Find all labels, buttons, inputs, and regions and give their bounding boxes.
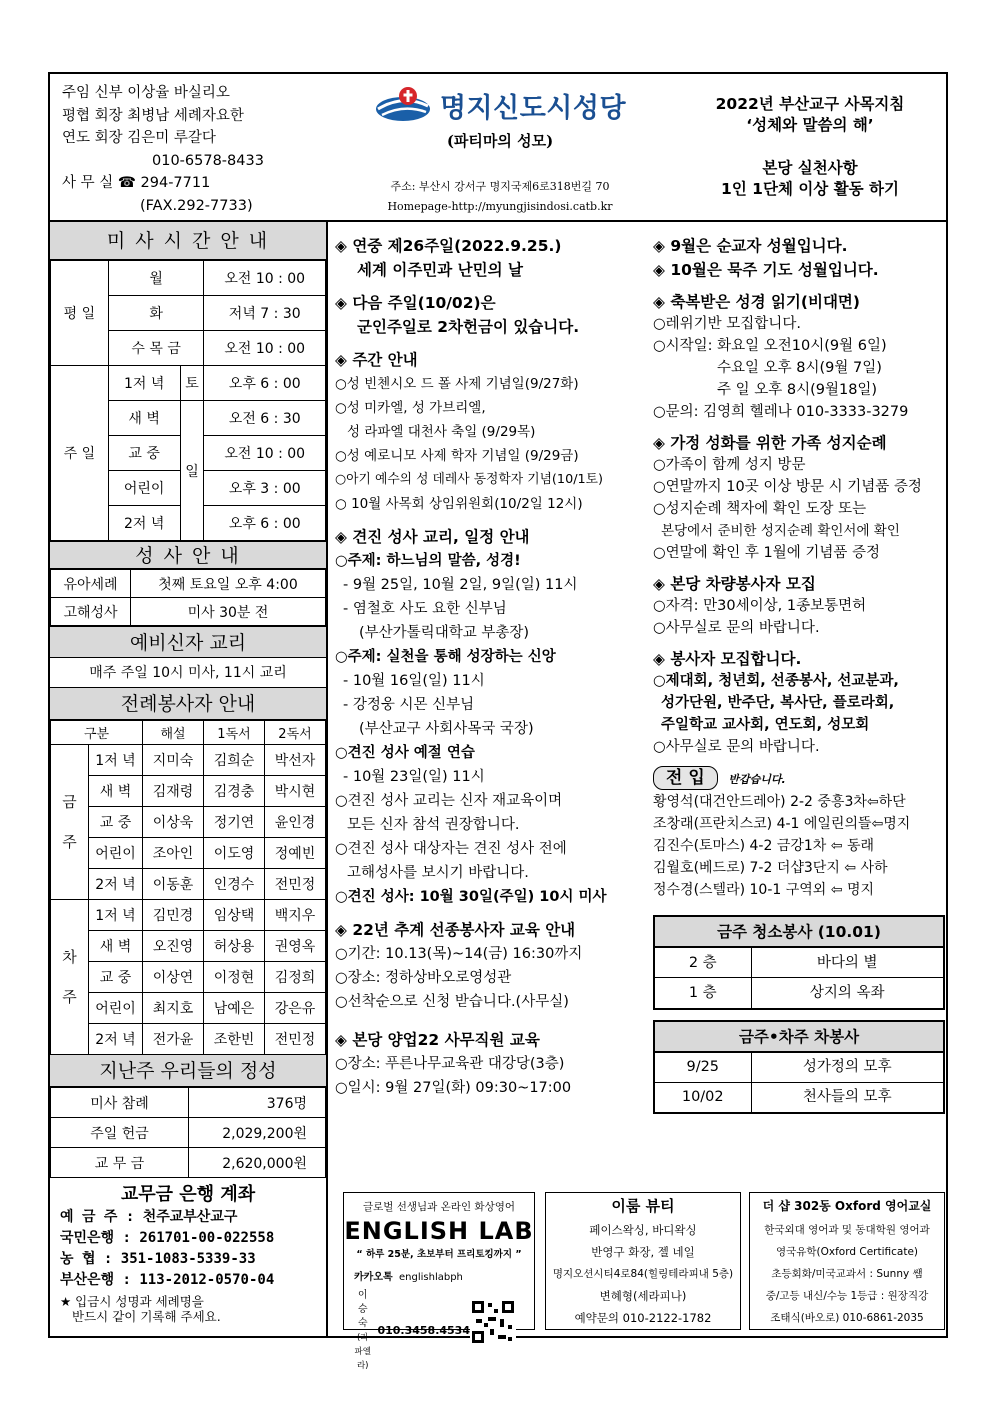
list-item: 김진수(토마스) 4-2 금강1차 ⇦ 동래 xyxy=(653,838,874,854)
mass-name: 어린이 xyxy=(108,471,180,506)
server-name: 정기연 xyxy=(204,807,265,838)
cleaning-group: 상지의 옥좌 xyxy=(751,978,943,1008)
list-item: ○견진 성사 예절 연습 xyxy=(335,745,475,761)
sacrament-table xyxy=(50,569,326,626)
offering-value: 2,620,000원 xyxy=(189,1148,326,1178)
ad-line: 변혜형(세라피나) xyxy=(599,1289,687,1303)
list-item: ○선착순으로 신청 받습니다.(사무실) xyxy=(335,994,569,1010)
women-line: 연도 회장 김은미 루갈다 xyxy=(62,130,216,146)
list-item: ○시작일: 화요일 오전10시(9월 6일) xyxy=(653,338,887,354)
server-name: 이정현 xyxy=(204,962,265,993)
server-slot: 1저 녁 xyxy=(89,745,143,776)
list-item: - 염철호 사도 요한 신부님 xyxy=(343,601,507,617)
offering-label: 주일 헌금 xyxy=(51,1118,189,1148)
tea-box xyxy=(653,1020,945,1115)
president-line: 평협 회장 최병남 세례자요한 xyxy=(62,107,244,124)
server-slot: 2저 녁 xyxy=(89,1024,143,1055)
section-subtitle: 세계 이주민과 난민의 날 xyxy=(357,261,523,279)
mass-time: 오전 6 : 30 xyxy=(204,401,326,436)
bank-account: 부산은행 : 113-2012-0570-04 xyxy=(60,1272,275,1288)
list-item: 주 일 오후 8시(9월18일) xyxy=(717,382,878,398)
server-name: 권영옥 xyxy=(265,931,326,962)
list-item: ○자격: 만30세이상, 1종보통면허 xyxy=(653,598,867,614)
mass-times-table xyxy=(50,260,326,541)
middle-column xyxy=(335,234,650,1100)
ad-line: 페이스왁싱, 바디왁싱 xyxy=(589,1223,697,1237)
offering-value: 2,029,200원 xyxy=(189,1118,326,1148)
server-name: 이동훈 xyxy=(143,869,204,900)
list-item: ○기간: 10.13(목)~14(금) 16:30까지 xyxy=(335,946,583,962)
list-item: - 강정웅 시몬 신부님 xyxy=(343,697,475,713)
server-slot: 교 중 xyxy=(89,807,143,838)
server-name: 백지우 xyxy=(265,900,326,931)
this-week-label-2: 주 xyxy=(62,833,77,851)
offering-value: 376명 xyxy=(189,1088,326,1118)
cleaning-table xyxy=(655,947,943,1008)
mass-time: 오전 10 : 00 xyxy=(204,331,326,366)
section-subtitle: 군인주일로 2차헌금이 있습니다. xyxy=(357,318,580,336)
list-item: 고해성사를 보시기 바랍니다. xyxy=(347,865,529,881)
list-item: 황영석(대건안드레아) 2-2 중흥3차⇦하단 xyxy=(653,794,906,810)
move-in-list xyxy=(653,791,945,901)
server-name: 김정희 xyxy=(265,962,326,993)
cleaning-floor: 1 층 xyxy=(655,978,751,1008)
women-phone: 010-6578-8433 xyxy=(152,152,264,169)
practice-title: 본당 실천사항 xyxy=(762,159,858,177)
offering-label: 미사 참례 xyxy=(51,1088,189,1118)
list-item: - 10월 23일(일) 11시 xyxy=(343,769,485,785)
mass-day: 수 목 금 xyxy=(108,331,204,366)
this-week-label-1: 금 xyxy=(62,793,77,811)
sacrament-title: 성 사 안 내 xyxy=(50,541,326,569)
list-item: ○성 예로니모 사제 학자 기념일 (9/29금) xyxy=(335,448,579,464)
list-item: ○가족이 함께 성지 방문 xyxy=(653,457,806,473)
server-name: 오진영 xyxy=(143,931,204,962)
server-slot: 교 중 xyxy=(89,962,143,993)
servers-col-header: 1독서 xyxy=(204,721,265,745)
list-item: ○ 10월 사목회 상임위원회(10/2일 12시) xyxy=(335,496,583,512)
bank-title: 교무금 은행 계좌 xyxy=(120,1184,256,1205)
list-item: ○연말까지 10곳 이상 방문 시 기념품 증정 xyxy=(653,479,922,495)
list-item: ○견진 성사: 10월 30일(주일) 10시 미사 xyxy=(335,889,607,905)
catechumen-title: 예비신자 교리 xyxy=(50,626,326,658)
church-logo-icon xyxy=(374,84,432,126)
list-item: ○성 미카엘, 성 가브리엘, xyxy=(335,400,486,416)
list-item: - 10월 16일(일) 11시 xyxy=(343,673,485,689)
server-name: 박선자 xyxy=(265,745,326,776)
sacrament-value: 미사 30분 전 xyxy=(131,598,326,626)
ad-line: 중/고등 내신/수능 1등급 : 원장직강 xyxy=(765,1290,929,1302)
pastor-line: 주임 신부 이상율 바실리오 xyxy=(62,85,230,101)
tea-group: 천사들의 모후 xyxy=(751,1082,943,1112)
bulletin-page xyxy=(48,72,948,1371)
list-item: 성가단원, 반주단, 복사단, 플로라회, xyxy=(661,695,895,711)
church-title-block xyxy=(335,84,665,217)
mass-time: 오후 6 : 00 xyxy=(204,506,326,541)
catechumen-text: 매주 주일 10시 미사, 11시 교리 xyxy=(50,658,326,688)
bank-account: 국민은행 : 261701-00-022558 xyxy=(60,1230,275,1246)
offering-table xyxy=(50,1087,326,1178)
server-name: 강은유 xyxy=(265,993,326,1024)
mass-times-title: 미 사 시 간 안 내 xyxy=(50,222,326,260)
bank-note: 반드시 같이 기록해 주세요. xyxy=(72,1309,221,1324)
volunteer-training xyxy=(335,942,650,1014)
church-address: 주소: 부산시 강서구 명지국제6로318번길 70 xyxy=(390,180,610,193)
ad-line: 영국유학(Oxford Certificate) xyxy=(775,1246,919,1258)
list-item: 수요일 오후 8시(9월 7일) xyxy=(717,360,882,376)
list-item: 성 라파엘 대천사 축일 (9/29목) xyxy=(347,424,536,440)
server-name: 허상용 xyxy=(204,931,265,962)
cleaning-title: 금주 청소봉사 (10.01) xyxy=(655,917,943,947)
list-item: ○성지순례 책자에 확인 도장 또는 xyxy=(653,501,867,517)
section-title: ◈ 축복받은 성경 읽기(비대면) xyxy=(653,293,860,311)
section-title: ◈ 주간 안내 xyxy=(335,351,418,369)
list-item: 김월호(베드로) 7-2 더샵3단지 ⇦ 사하 xyxy=(653,860,888,876)
weekday-label: 평 일 xyxy=(51,261,109,366)
list-item: (부산교구 사회사목국 국장) xyxy=(359,721,534,737)
sacrament-value: 첫째 토요일 오후 4:00 xyxy=(131,570,326,598)
mass-name: 교 중 xyxy=(108,436,180,471)
server-name: 윤인경 xyxy=(265,807,326,838)
ad-line: 한국외대 영어과 및 동대학원 영어과 xyxy=(764,1224,930,1236)
list-item: ○장소: 정하상바오로영성관 xyxy=(335,970,512,986)
mass-day: 월 xyxy=(108,261,204,296)
server-name: 이상연 xyxy=(143,962,204,993)
list-item: ○레위기반 모집합니다. xyxy=(653,316,801,332)
mass-time: 오후 6 : 00 xyxy=(204,366,326,401)
list-item: 본당에서 준비한 성지순례 확인서에 확인 xyxy=(661,523,900,539)
confirmation-notices xyxy=(335,549,650,909)
church-homepage[interactable]: Homepage-http://myungjisindosi.catb.kr xyxy=(387,200,613,213)
bank-note: ★ 입금시 성명과 세례명을 xyxy=(60,1294,204,1309)
mass-time: 오전 10 : 00 xyxy=(204,436,326,471)
tea-date: 9/25 xyxy=(655,1052,751,1082)
list-item: ○사무실로 문의 바랍니다. xyxy=(653,739,820,755)
ads-row xyxy=(335,1192,945,1371)
offering-title: 지난주 우리들의 정성 xyxy=(50,1055,326,1087)
list-item: 조창래(프란치스코) 4-1 에일린의뜰⇦명지 xyxy=(653,816,911,832)
next-week-label xyxy=(51,900,89,1055)
section-title: ◈ 가정 성화를 위한 가족 성지순례 xyxy=(653,434,887,452)
next-week-label-1: 차 xyxy=(62,948,77,966)
mass-time: 저녁 7 : 30 xyxy=(204,296,326,331)
section-title: ◈ 본당 차량봉사자 모집 xyxy=(653,575,816,593)
right-column xyxy=(653,234,945,1114)
server-name: 김재령 xyxy=(143,776,204,807)
cleaning-floor: 2 층 xyxy=(655,948,751,978)
guideline-theme: ‘성체와 말씀의 해’ xyxy=(746,116,874,134)
mass-time: 오전 10 : 00 xyxy=(204,261,326,296)
this-week-label xyxy=(51,745,89,900)
sunday-label: 주 일 xyxy=(51,366,109,541)
fax-line: (FAX.292-7733) xyxy=(140,197,253,214)
server-name: 전민정 xyxy=(265,869,326,900)
list-item: - 9월 25일, 10월 2일, 9일(일) 11시 xyxy=(343,577,578,593)
sunday-mid-label: 일 xyxy=(180,401,204,541)
office-line: 사 무 실 ☎ 294-7711 xyxy=(62,175,211,191)
beauty-ad xyxy=(545,1192,741,1330)
ad-tagline: 글로벌 선생님과 온라인 화상영어 xyxy=(362,1201,515,1213)
driver-recruit xyxy=(653,595,945,639)
list-item: ○견진 성사 교리는 신자 재교육이며 xyxy=(335,793,563,809)
server-name: 이상욱 xyxy=(143,807,204,838)
bank-holder: 예 금 주 : 천주교부산교구 xyxy=(60,1209,238,1225)
english-lab-ad xyxy=(343,1192,535,1371)
move-in-welcome: 반갑습니다. xyxy=(728,773,786,786)
bank-accounts xyxy=(50,1178,326,1330)
ad-contact-sub: (라파엘라) xyxy=(354,1333,371,1371)
server-slot: 새 벽 xyxy=(89,776,143,807)
parish-staff xyxy=(62,82,332,217)
sacrament-label: 고해성사 xyxy=(51,598,131,626)
list-item: ○견진 성사 대상자는 견진 성사 전에 xyxy=(335,841,567,857)
left-column xyxy=(50,222,328,1338)
ad-line: 반영구 화장, 젤 네일 xyxy=(591,1245,695,1259)
server-name: 정예빈 xyxy=(265,838,326,869)
ad-line: 예약문의 010-2122-1782 xyxy=(574,1311,712,1325)
list-item: ○주제: 하느님의 말씀, 성경! xyxy=(335,553,521,569)
section-title: ◈ 견진 성사 교리, 일정 안내 xyxy=(335,528,530,546)
server-slot: 어린이 xyxy=(89,993,143,1024)
cleaning-group: 바다의 별 xyxy=(751,948,943,978)
ad-contact-name: 이승숙 xyxy=(357,1290,368,1329)
server-name: 전가윤 xyxy=(143,1024,204,1055)
section-title: ◈ 22년 추계 선종봉사자 교육 안내 xyxy=(335,921,576,939)
ad-kakao-id: englishlabph xyxy=(399,1272,463,1283)
mass-day: 화 xyxy=(108,296,204,331)
server-slot: 1저 녁 xyxy=(89,900,143,931)
server-name: 남예은 xyxy=(204,993,265,1024)
list-item: ○연말에 확인 후 1월에 기념품 증정 xyxy=(653,545,881,561)
mass-time: 오후 3 : 00 xyxy=(204,471,326,506)
tea-title: 금주•차주 차봉사 xyxy=(655,1022,943,1052)
volunteer-recruit xyxy=(653,670,945,758)
pastoral-guideline xyxy=(675,94,945,200)
cleaning-box xyxy=(653,915,945,1010)
ad-line: 명지오션시티4로84(힐링테라피내 5층) xyxy=(552,1268,734,1280)
ad-brand: ENGLISH LAB xyxy=(344,1217,534,1245)
server-name: 인경수 xyxy=(204,869,265,900)
server-name: 김희순 xyxy=(204,745,265,776)
ad-phone: 010.3458.4534 xyxy=(377,1324,470,1337)
list-item: ○성 빈첸시오 드 폴 사제 기념일(9/27화) xyxy=(335,376,579,392)
section-title: ◈ 10월은 묵주 기도 성월입니다. xyxy=(653,261,879,279)
section-title: ◈ 봉사자 모집합니다. xyxy=(653,650,802,668)
servers-title: 전례봉사자 안내 xyxy=(50,688,326,720)
bulletin-header xyxy=(50,74,946,222)
section-title: ◈ 다음 주일(10/02)은 xyxy=(335,294,496,312)
ad-title: 더 샵 302동 Oxford 영어교실 xyxy=(762,1199,932,1213)
church-subtitle: (파티마의 성모) xyxy=(446,132,554,150)
staff-training xyxy=(335,1052,650,1100)
mass-name: 1저 녁 xyxy=(108,366,180,401)
oxford-ad xyxy=(749,1192,945,1330)
bible-reading xyxy=(653,313,945,423)
list-item: ○일시: 9월 27일(화) 09:30~17:00 xyxy=(335,1080,572,1096)
list-item: 주일학교 교사회, 연도회, 성모회 xyxy=(661,717,870,733)
server-name: 전민정 xyxy=(265,1024,326,1055)
ad-kakao-label: 카카오톡 xyxy=(354,1272,393,1283)
server-slot: 새 벽 xyxy=(89,931,143,962)
server-slot: 2저 녁 xyxy=(89,869,143,900)
server-name: 지미숙 xyxy=(143,745,204,776)
list-item: ○주제: 실천을 통해 성장하는 신앙 xyxy=(335,649,556,665)
list-item: 정수경(스텔라) 10-1 구역외 ⇦ 명지 xyxy=(653,882,874,898)
list-item: (부산가톨릭대학교 부총장) xyxy=(359,625,529,641)
weekly-notices xyxy=(335,372,650,516)
section-title: ◈ 9월은 순교자 성월입니다. xyxy=(653,237,848,255)
server-name: 김민경 xyxy=(143,900,204,931)
ad-slogan: “ 하루 25분, 초보부터 프리토킹까지 ” xyxy=(356,1249,522,1260)
server-name: 김경충 xyxy=(204,776,265,807)
servers-col-header: 구분 xyxy=(51,721,143,745)
list-item: ○장소: 푸른나무교육관 대강당(3층) xyxy=(335,1056,565,1072)
sacrament-label: 유아세례 xyxy=(51,570,131,598)
bank-account: 농 협 : 351-1083-5339-33 xyxy=(60,1251,256,1267)
mass-day: 토 xyxy=(180,366,204,401)
server-name: 박시현 xyxy=(265,776,326,807)
server-name: 조한빈 xyxy=(204,1024,265,1055)
tea-group: 성가정의 모후 xyxy=(751,1052,943,1082)
offering-label: 교 무 금 xyxy=(51,1148,189,1178)
server-slot: 어린이 xyxy=(89,838,143,869)
tea-date: 10/02 xyxy=(655,1082,751,1112)
server-name: 임상택 xyxy=(204,900,265,931)
guideline-year: 2022년 부산교구 사목지침 xyxy=(715,95,905,113)
server-name: 최지호 xyxy=(143,993,204,1024)
list-item: ○제대회, 청년회, 선종봉사, 선교분과, xyxy=(653,673,899,689)
list-item: 모든 신자 참석 권장합니다. xyxy=(347,817,520,833)
move-in-label: 전 입 xyxy=(653,766,718,790)
server-name: 이도영 xyxy=(204,838,265,869)
ad-line: 조태식(바오로) 010-6861-2035 xyxy=(770,1312,924,1324)
server-name: 조아인 xyxy=(143,838,204,869)
servers-table xyxy=(50,720,326,1055)
list-item: ○사무실로 문의 바랍니다. xyxy=(653,620,820,636)
practice-text: 1인 1단체 이상 활동 하기 xyxy=(721,180,899,198)
move-in-section xyxy=(653,766,945,901)
servers-col-header: 2독서 xyxy=(265,721,326,745)
section-title: ◈ 본당 양업22 사무직원 교육 xyxy=(335,1031,540,1049)
list-item: ○아기 예수의 성 데레사 동정학자 기념(10/1토) xyxy=(335,472,604,487)
section-title: ◈ 연중 제26주일(2022.9.25.) xyxy=(335,237,562,255)
ad-line: 초등회화/미국교과서 : Sunny 쌤 xyxy=(771,1268,923,1280)
servers-col-header: 해설 xyxy=(143,721,204,745)
qr-code-icon xyxy=(470,1299,516,1345)
next-week-label-2: 주 xyxy=(62,988,77,1006)
tea-table xyxy=(655,1052,943,1113)
ad-title: 이룸 뷰티 xyxy=(611,1197,675,1215)
mass-name: 2저 녁 xyxy=(108,506,180,541)
church-name: 명지신도시성당 xyxy=(439,92,627,124)
pilgrimage xyxy=(653,454,945,564)
mass-name: 새 벽 xyxy=(108,401,180,436)
list-item: ○문의: 김영희 헬레나 010-3333-3279 xyxy=(653,404,909,420)
